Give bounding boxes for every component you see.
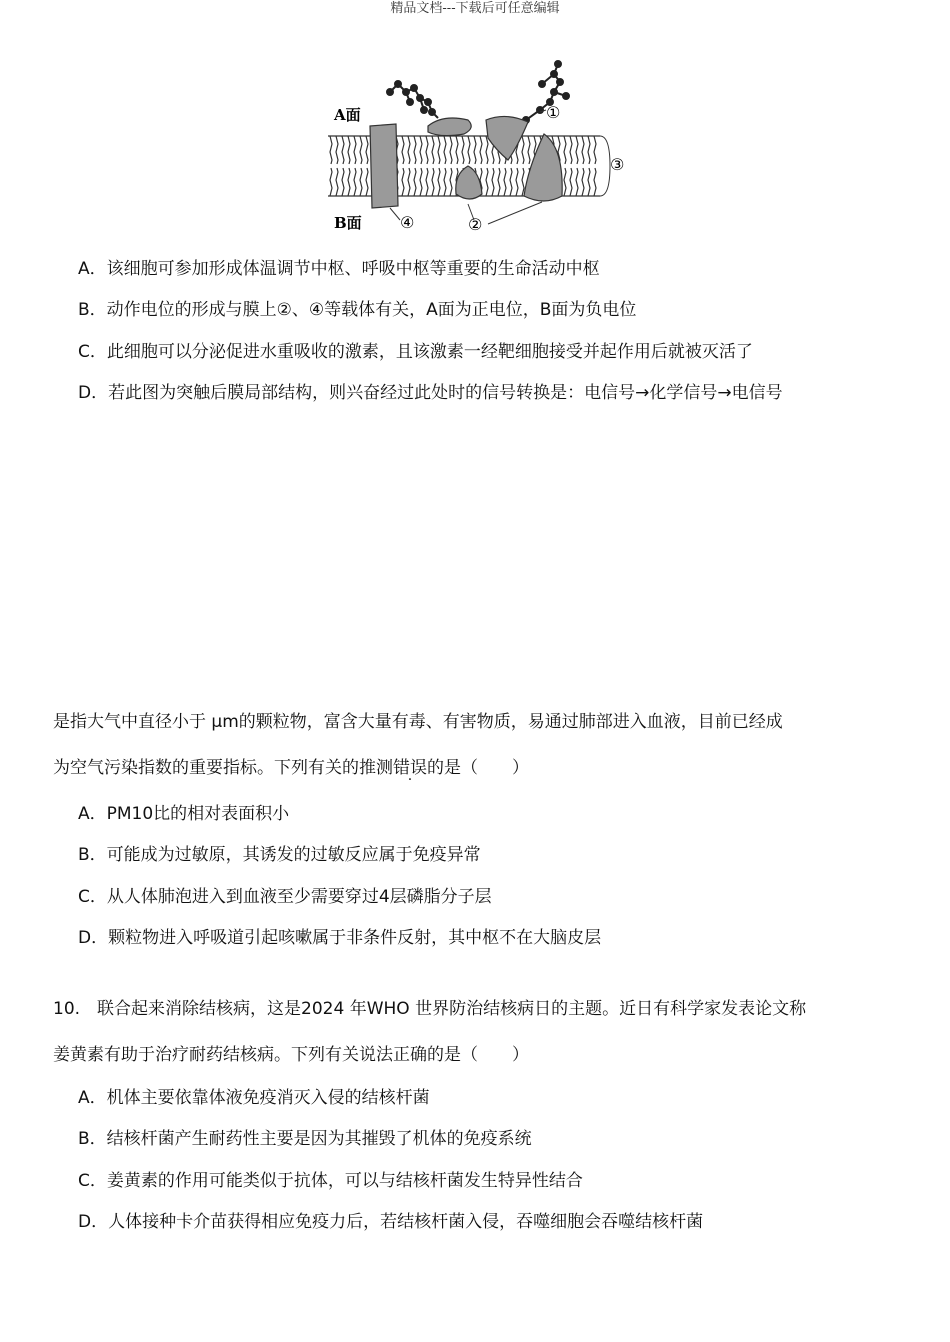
option-a: A．机体主要依靠体液免疫消灭入侵的结核杆菌 xyxy=(78,1088,430,1108)
lipid-tail xyxy=(366,136,368,164)
lipid-tail xyxy=(582,136,584,164)
question-stem-line-1: 是指大气中直径小于 μm的颗粒物，富含大量有毒、有害物质，易通过肺部进入血液，目前已经成 xyxy=(53,712,783,732)
option-c: C．从人体肺泡进入到血液至少需要穿过4层磷脂分子层 xyxy=(78,887,492,907)
lipid-tail xyxy=(444,168,446,196)
lipid-tail xyxy=(426,136,428,164)
cell-membrane-figure xyxy=(328,56,628,236)
lipid-tail xyxy=(402,168,404,196)
lipid-tail xyxy=(564,168,566,196)
emphasized-word: 错误 xyxy=(393,758,427,778)
lipid-tail xyxy=(330,168,332,196)
lipid-tail xyxy=(570,168,572,196)
page-header: 精品文档---下载后可任意编辑 xyxy=(390,1,560,16)
stem-text-end: 的是（ ） xyxy=(427,758,529,778)
lipid-tail xyxy=(426,168,428,196)
lipid-tail xyxy=(408,168,410,196)
channel-protein-2a xyxy=(456,166,482,199)
option-d: D．颗粒物进入呼吸道引起咳嗽属于非条件反射，其中枢不在大脑皮层 xyxy=(78,928,602,948)
lipid-tail xyxy=(492,168,494,196)
lipid-tail xyxy=(336,136,338,164)
lipid-tail xyxy=(462,136,464,164)
lipid-tail xyxy=(522,168,524,196)
lipid-tail xyxy=(570,136,572,164)
lipid-tail xyxy=(438,136,440,164)
lipid-tail xyxy=(468,136,470,164)
lipid-tail xyxy=(336,168,338,196)
lipid-tail xyxy=(504,168,506,196)
lipid-tail xyxy=(456,136,458,164)
lipid-tail xyxy=(522,136,524,164)
option-d: D．人体接种卡介苗获得相应免疫力后，若结核杆菌入侵，吞噬细胞会吞噬结核杆菌 xyxy=(78,1212,704,1232)
lipid-tail xyxy=(480,136,482,164)
lipid-tail xyxy=(438,168,440,196)
option-b: B．动作电位的形成与膜上②、④等载体有关，A面为正电位，B面为负电位 xyxy=(78,300,637,320)
lipid-tail xyxy=(342,168,344,196)
marker-3: ③ xyxy=(610,155,625,174)
question-stem-line-2 xyxy=(53,756,529,780)
option-b: B．可能成为过敏原，其诱发的过敏反应属于免疫异常 xyxy=(78,845,481,865)
lipid-tail xyxy=(588,168,590,196)
lipid-tail xyxy=(594,168,596,196)
lipid-tail xyxy=(444,136,446,164)
lipid-tail xyxy=(330,136,332,164)
glycan-chain-left xyxy=(387,81,438,118)
lipid-tail xyxy=(420,136,422,164)
lipid-tail xyxy=(564,136,566,164)
lipid-tail xyxy=(348,168,350,196)
lipid-tail xyxy=(528,136,530,164)
lipid-tail xyxy=(402,136,404,164)
lipid-tail xyxy=(408,136,410,164)
question-10-stem-line-1: 10. 联合起来消除结核病，这是2024 年WHO 世界防治结核病日的主题。近日有科学家发表论文称 xyxy=(53,999,807,1019)
lipid-tail xyxy=(576,168,578,196)
lipid-tail xyxy=(420,168,422,196)
lipid-tail xyxy=(366,168,368,196)
lipid-tail xyxy=(354,136,356,164)
question-10-stem-line-2: 姜黄素有助于治疗耐药结核病。下列有关说法正确的是（ ） xyxy=(53,1045,529,1065)
label-b-face: B面 xyxy=(334,214,362,232)
lipid-tail xyxy=(450,136,452,164)
marker-1: ① xyxy=(546,103,561,122)
lipid-tail xyxy=(432,168,434,196)
lipid-tail xyxy=(348,136,350,164)
lipid-tail xyxy=(594,136,596,164)
lipid-tail xyxy=(516,168,518,196)
marker-4: ④ xyxy=(400,213,415,232)
lipid-tail xyxy=(360,136,362,164)
transmembrane-protein-4 xyxy=(370,124,398,208)
lipid-tail xyxy=(360,168,362,196)
marker-2: ② xyxy=(468,215,483,234)
option-c: C．姜黄素的作用可能类似于抗体，可以与结核杆菌发生特异性结合 xyxy=(78,1171,583,1191)
lipid-tail xyxy=(588,136,590,164)
lipid-tail xyxy=(486,168,488,196)
label-a-face: A面 xyxy=(334,106,361,124)
option-b: B．结核杆菌产生耐药性主要是因为其摧毁了机体的免疫系统 xyxy=(78,1129,532,1149)
lipid-tail xyxy=(474,136,476,164)
lipid-tail xyxy=(510,168,512,196)
peripheral-protein-top xyxy=(428,118,471,136)
lipid-tail xyxy=(576,136,578,164)
lipid-tail xyxy=(414,136,416,164)
option-d: D．若此图为突触后膜局部结构，则兴奋经过此处时的信号转换是：电信号→化学信号→电信号 xyxy=(78,383,783,403)
lipid-tail xyxy=(498,168,500,196)
lipid-tail xyxy=(354,168,356,196)
lipid-tail xyxy=(450,168,452,196)
lipid-tail xyxy=(582,168,584,196)
stem-text: 为空气污染指数的重要指标。下列有关的推测 xyxy=(53,758,393,778)
lipid-tail xyxy=(486,136,488,164)
lipid-tail xyxy=(342,136,344,164)
option-a: A．该细胞可参加形成体温调节中枢、呼吸中枢等重要的生命活动中枢 xyxy=(78,259,600,279)
option-a: A．PM10比的相对表面积小 xyxy=(78,804,290,824)
lipid-tail xyxy=(432,136,434,164)
glycan-chain-right xyxy=(518,61,569,128)
option-c: C．此细胞可以分泌促进水重吸收的激素，且该激素一经靶细胞接受并起作用后就被灭活了 xyxy=(78,342,753,362)
lipid-tail xyxy=(414,168,416,196)
